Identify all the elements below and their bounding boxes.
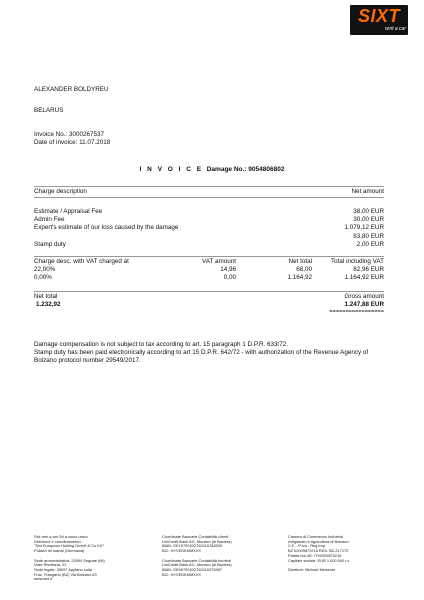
footer-line: IBAN: DE59700202700015370987 (162, 566, 222, 572)
charge-row-amount (300, 224, 384, 232)
damage-label: Damage No.: (206, 166, 247, 173)
invoice-title (0, 166, 424, 174)
footer-line: Direzione e coordinamento: (34, 538, 82, 544)
gross-underline: ================= (329, 309, 384, 315)
charge-row-desc: Estimate / Appraisal Fee (34, 208, 103, 215)
vat-total-unit: EUR (370, 274, 384, 281)
charge-unit: EUR (370, 233, 384, 240)
charge-row-amount (300, 241, 384, 249)
footer-company-info (34, 535, 105, 582)
footer-line: UniCredit Bank AG, Monaco (di Baviera) (162, 538, 232, 544)
net-total-label: Net total (34, 293, 58, 300)
invoice-number: Invoice No.: 3000267537 (34, 131, 105, 138)
footer-line: Sixt rent a car Srl a socio unico (34, 534, 88, 539)
gross-amount-label: Gross amount (344, 293, 384, 300)
net-total-header: Net total (288, 258, 312, 265)
footer-line: Coordinate Bancarie Contabilità clienti: (162, 534, 230, 539)
vat-row-net: 68,00 (296, 266, 312, 273)
sixt-logo (350, 5, 408, 35)
divider (34, 291, 384, 292)
vat-row-vat: 0,00 (223, 274, 236, 281)
charge-row-desc: Stamp duty (34, 241, 66, 248)
charge-amount: 38,00 (353, 208, 369, 215)
charge-row-amount (300, 216, 384, 224)
invoice-heading: I N V O I C E (139, 166, 204, 173)
footer-line: Pullach im Isartal (Germania) (34, 548, 85, 554)
charge-row-desc: Expert's estimate of our loss caused by the damage (34, 224, 179, 231)
charge-unit: EUR (370, 208, 384, 215)
charge-amount: 30,00 (353, 216, 369, 223)
charge-unit: EUR (370, 216, 384, 223)
gross-unit: EUR (370, 301, 384, 308)
charge-row-amount (300, 208, 384, 216)
vat-row-net: 1.164,92 (287, 274, 312, 281)
recipient-country: BELARUS (34, 107, 64, 114)
divider (34, 186, 384, 187)
divider (34, 197, 384, 198)
footer-bank-info (162, 535, 232, 577)
logo-wordmark: SIXT (357, 6, 400, 26)
footer-line: BIC: HYVEDEMMXXX (162, 571, 201, 577)
vat-row-rate: 22,00% (34, 266, 56, 273)
vat-row-rate: 0,00% (34, 274, 52, 281)
vat-total-unit: EUR (370, 266, 384, 273)
footer-line: Camera di Commercio Industria (288, 534, 343, 539)
footer-line: BIC: HYVEDEMMXXX (162, 548, 201, 554)
footer-line: Capitale sociale: EUR 1.000.000 i.v. (288, 557, 350, 563)
vat-amount-header: VAT amount (202, 258, 236, 265)
footer-line: Partita Iva UE: IT02009870216 (288, 552, 342, 558)
charge-amount: 2,00 (356, 241, 369, 248)
charge-unit: EUR (370, 241, 384, 248)
footer-line: UniCredit Bank AG, Monaco (di Baviera) (162, 562, 232, 568)
charge-row-desc: Admin Fee (34, 216, 65, 223)
footer-line: Artigianato e Agricoltura di Bolzano: (288, 538, 350, 544)
footer-registry-info (288, 535, 350, 573)
invoice-date: Date of invoice: 11.07.2018 (34, 139, 111, 146)
vat-total-value: 82,96 (353, 266, 369, 273)
net-total-value: 1.232,92 (36, 301, 61, 308)
note-stamp-duty: Stamp duty has been paid electronically according to art 15 D.P.R. 642/72 - with authorization of the Revenue Agency of (34, 349, 369, 356)
charge-amount: 83,80 (353, 233, 369, 240)
footer-line: BZ 02009870216 REA: BZ-217172 (288, 548, 349, 554)
charge-amount: 1.079,12 (344, 224, 369, 231)
charge-row-amount (300, 233, 384, 241)
footer-line: Sede legale: 39057 Appiano sulla (34, 566, 92, 572)
footer-line: Viale Rivoltana, 22 (34, 562, 67, 568)
note-tax-exempt: Damage compensation is not subject to tax according to art. 15 paragraph 1 D.P.R. 633/72. (34, 341, 289, 348)
vat-desc-header: Charge desc. with VAT charged at (34, 258, 129, 265)
footer-line: C.F. - P.Iva - Reg.Imp. (288, 543, 326, 549)
footer-line: Coordinate Bancarie Contabilità fornitori (162, 557, 231, 563)
gross-value: 1.247,88 (344, 301, 369, 308)
footer-line: Fraz. Frangarto (BZ) Via Bolzano 63 (34, 571, 97, 577)
footer-line: www.sixt.it (34, 576, 53, 582)
vat-row-total (300, 274, 384, 282)
logo-tagline: rent a car (384, 26, 406, 32)
vat-row-vat: 14,96 (220, 266, 236, 273)
recipient-name: ALEXANDER BOLDYREU (34, 86, 109, 93)
footer-line: Direttore: Michael Meissner (288, 566, 336, 572)
footer-line: Sede amministrativa: 20090 Segrate (Mi) (34, 557, 105, 563)
footer-line: IBAN: DE19700202700015784505 (162, 543, 222, 549)
damage-number: 9054806802 (248, 166, 285, 173)
footer-line: "Sixt European Holding GmbH & Co.KG" (34, 543, 105, 549)
vat-row-total (300, 266, 384, 274)
divider (34, 256, 384, 257)
note-protocol: Bolzano protocol number 29549/2017. (34, 357, 141, 364)
vat-total-value: 1.164,92 (344, 274, 369, 281)
charge-desc-header: Charge description (34, 188, 87, 195)
total-incl-vat-header: Total including VAT (331, 258, 384, 265)
charge-unit: EUR (370, 224, 384, 231)
net-amount-header: Net amount (351, 188, 384, 195)
